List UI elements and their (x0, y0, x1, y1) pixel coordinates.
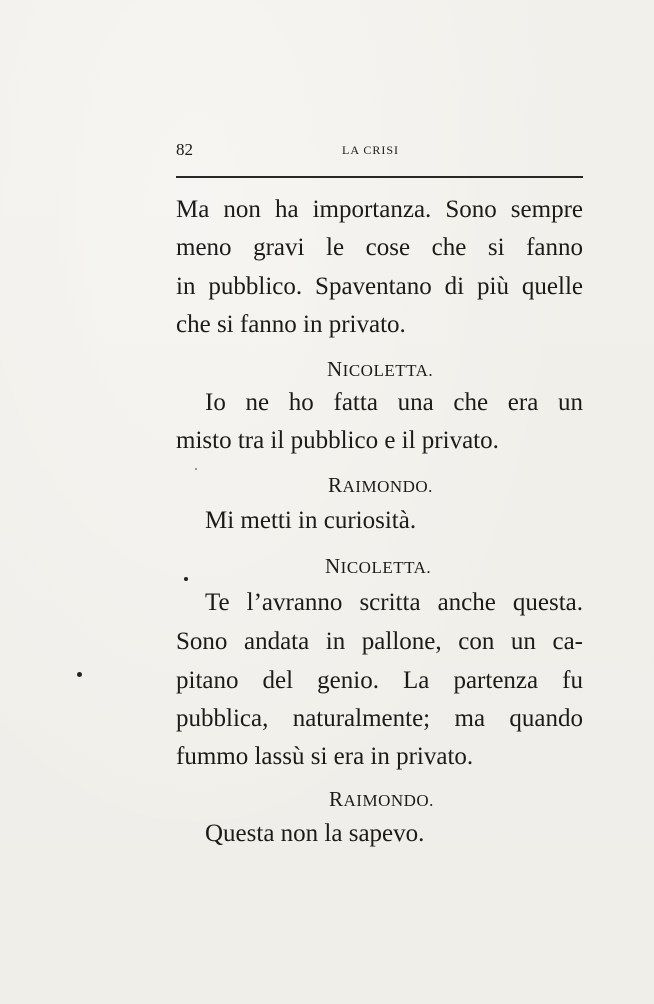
speaker-initial: R (329, 787, 344, 811)
running-head (176, 140, 583, 164)
text-line: Ma non ha importanza. Sono sempre (176, 196, 583, 223)
speaker-name (328, 473, 433, 498)
running-title: LA CRISI (342, 143, 400, 157)
speaker-rest: AIMONDO. (342, 477, 433, 496)
speaker-rest: ICOLETTA. (340, 558, 432, 577)
text-line: pubblica, naturalmente; ma quando (176, 705, 583, 732)
speaker-name (327, 357, 433, 382)
text-line: Mi metti in curiosità. (205, 507, 417, 534)
text-line: pitano del genio. La partenza fu (176, 667, 583, 694)
text-line: Te l’avranno scritta anche questa. (205, 589, 583, 616)
speaker-rest: AIMONDO. (343, 791, 434, 810)
text-line: Sono andata in pallone, con un ca- (176, 628, 583, 655)
text-line: meno gravi le cose che si fanno (176, 234, 583, 261)
text-line: misto tra il pubblico e il privato. (176, 427, 499, 454)
print-speck (195, 468, 197, 470)
speaker-initial: N (325, 554, 341, 578)
text-line: che si fanno in privato. (176, 311, 406, 338)
speaker-initial: R (328, 473, 343, 497)
print-speck (77, 672, 82, 677)
speaker-rest: ICOLETTA. (342, 361, 434, 380)
header-rule (176, 176, 583, 178)
text-line: Questa non la sapevo. (205, 820, 425, 847)
speaker-initial: N (327, 357, 343, 381)
text-line: in pubblico. Spaventano di più quelle (176, 273, 583, 300)
speaker-name (329, 787, 434, 812)
text-line: Io ne ho fatta una che era un (205, 389, 583, 416)
text-line: fummo lassù si era in privato. (176, 743, 474, 770)
speaker-name (325, 554, 431, 579)
print-speck (184, 577, 188, 581)
page-number: 82 (176, 140, 193, 159)
